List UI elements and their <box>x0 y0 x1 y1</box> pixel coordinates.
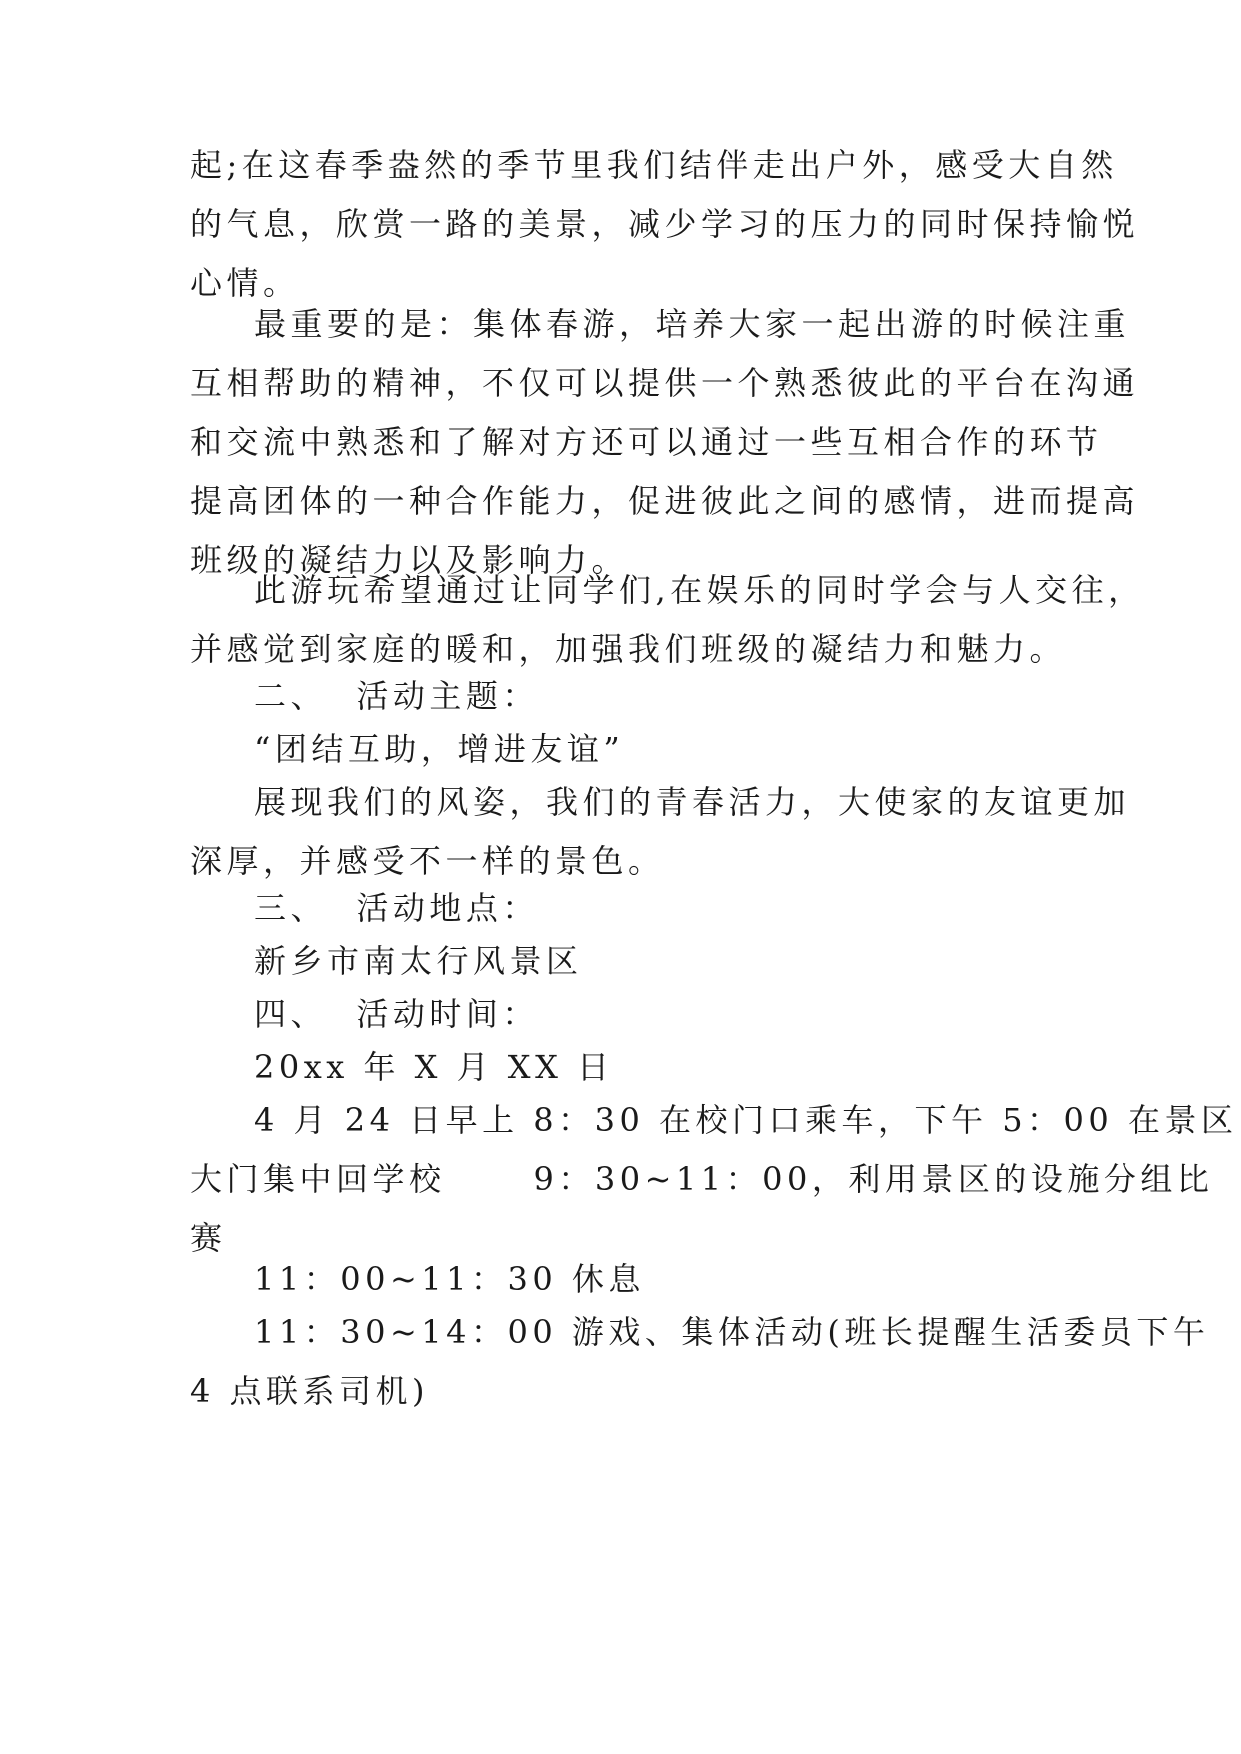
paragraph-schedule-rest <box>190 1250 1050 1309</box>
text-line: 11：30~14：00 游戏、集体活动(班长提醒生活委员下午 <box>254 1313 1210 1351</box>
text-line: 班级的凝结力以及影响力。 <box>190 541 629 579</box>
text-line: 心情。 <box>190 264 300 302</box>
paragraph-schedule-afternoon <box>190 1303 1210 1421</box>
text-line: 4 月 24 日早上 8：30 在校门口乘车，下午 5：00 在景区 <box>254 1101 1238 1139</box>
text-line: 提高团体的一种合作能力，促进彼此之间的感情，进而提高 <box>190 482 1140 520</box>
section-heading-theme <box>190 667 1050 726</box>
text-line: 20xx 年 X 月 XX 日 <box>254 1048 614 1086</box>
text-line: 并感觉到家庭的暖和，加强我们班级的凝结力和魅力。 <box>190 630 1067 668</box>
text-line: 大门集中回学校 9：30~11：00，利用景区的设施分组比 <box>190 1160 1214 1198</box>
text-line: 深厚，并感受不一样的景色。 <box>190 842 665 880</box>
text-line: 起;在这春季盎然的季节里我们结伴走出户外，感受大自然 <box>190 146 1118 184</box>
text-line: 此游玩希望通过让同学们,在娱乐的同时学会与人交往， <box>254 571 1145 609</box>
heading-text: 四、 活动时间： <box>254 995 539 1033</box>
heading-text: 二、 活动主题： <box>254 677 539 715</box>
text-line: 赛 <box>190 1219 227 1257</box>
paragraph-purpose <box>190 561 1145 679</box>
text-line: 展现我们的风姿，我们的青春活力，大使家的友谊更加 <box>254 783 1131 821</box>
text-line: 新乡市南太行风景区 <box>254 942 583 980</box>
paragraph-importance <box>190 295 1140 590</box>
paragraph-theme-slogan <box>190 720 1050 779</box>
text-line: “团结互助，增进友谊” <box>254 730 625 768</box>
paragraph-date <box>190 1038 1050 1097</box>
paragraph-schedule-morning <box>190 1091 1238 1268</box>
paragraph-location <box>190 932 1050 991</box>
text-line: 4 点联系司机) <box>190 1372 430 1410</box>
text-line: 11：00~11：30 休息 <box>254 1260 645 1298</box>
section-heading-time <box>190 985 1050 1044</box>
paragraph-theme-desc <box>190 773 1131 891</box>
paragraph-intro-end <box>190 136 1140 313</box>
section-heading-location <box>190 879 1050 938</box>
text-line: 互相帮助的精神，不仅可以提供一个熟悉彼此的平台在沟通 <box>190 364 1140 402</box>
text-line: 的气息，欣赏一路的美景，减少学习的压力的同时保持愉悦 <box>190 205 1140 243</box>
heading-text: 三、 活动地点： <box>254 889 539 927</box>
text-line: 和交流中熟悉和了解对方还可以通过一些互相合作的环节 <box>190 423 1103 461</box>
text-line: 最重要的是：集体春游，培养大家一起出游的时候注重 <box>254 305 1131 343</box>
